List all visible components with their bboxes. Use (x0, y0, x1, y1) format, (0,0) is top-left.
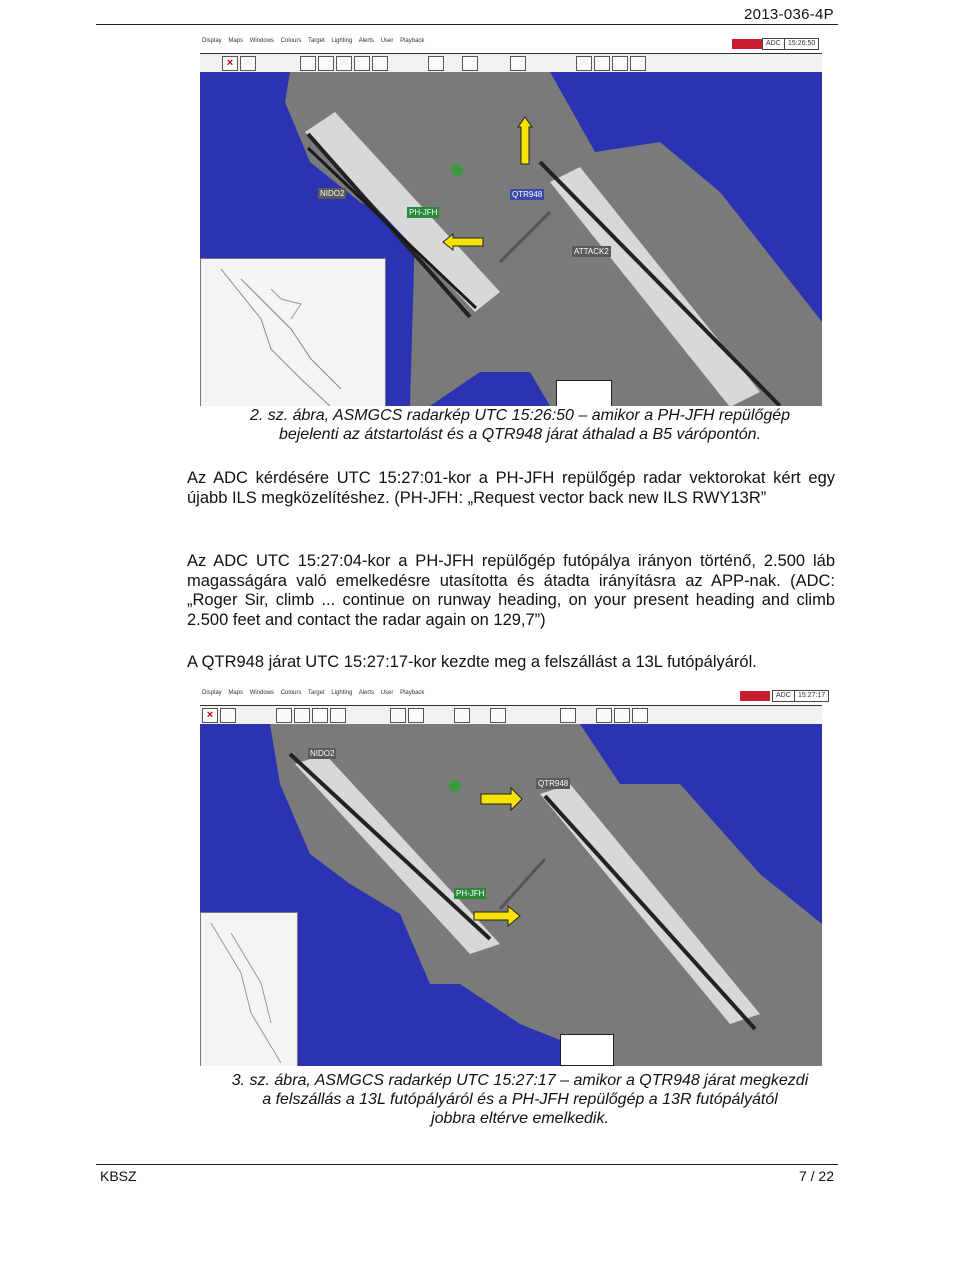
tool-icon[interactable] (408, 708, 424, 723)
footer-org: KBSZ (100, 1168, 137, 1184)
menu-colours[interactable]: Colours (280, 38, 302, 44)
caption-line: bejelenti az átstartolást és a QTR948 járat áthalad a B5 várópontón. (278, 426, 762, 443)
doc-id: 2013-036-4P (743, 6, 834, 23)
caption-line: 3. sz. ábra, ASMGCS radarkép UTC 15:27:17 – amikor a QTR948 járat megkezdi (231, 1072, 809, 1089)
menu-target[interactable]: Target (307, 38, 325, 44)
tool-icon[interactable] (354, 56, 370, 71)
tool-icon[interactable] (428, 56, 444, 71)
menu-target[interactable]: Target (307, 690, 325, 696)
tool-icon[interactable] (560, 708, 576, 723)
tool-icon[interactable] (372, 56, 388, 71)
close-tool-icon[interactable]: × (202, 708, 218, 723)
paragraph-1: Az ADC kérdésére UTC 15:27:01-kor a PH-JFH repülőgép radar vektorokat kért egy újabb ILS megközelítéshez. (PH-JFH: „Request vector back new ILS RWY13R” (187, 469, 835, 507)
label-attack2[interactable]: ATTACK2 (574, 247, 609, 256)
selection-info-box (556, 380, 612, 406)
tool-icon[interactable] (462, 56, 478, 71)
tool-icon[interactable] (490, 708, 506, 723)
menu-maps[interactable]: Maps (228, 690, 244, 696)
caption-line: 2. sz. ábra, ASMGCS radarkép UTC 15:26:50 – amikor a PH-JFH repülőgép (249, 407, 791, 424)
tool-icon[interactable] (390, 708, 406, 723)
figure-2-toolbar (200, 705, 822, 725)
tool-icon[interactable] (336, 56, 352, 71)
figure-1-menubar (200, 38, 822, 52)
figure-2-radar-view (200, 724, 822, 1066)
label-ph-jfh[interactable]: PH-JFH (456, 889, 485, 898)
label-qtr948[interactable]: QTR948 (538, 779, 569, 788)
alert-indicator (732, 39, 762, 49)
menu-windows[interactable]: Windows (249, 38, 275, 44)
tool-icon[interactable] (294, 708, 310, 723)
caption-line: jobbra eltérve emelkedik. (431, 1110, 609, 1127)
page-number: 7 / 22 (798, 1168, 834, 1184)
caption-figure-3 (180, 1071, 860, 1128)
caption-figure-2 (195, 406, 845, 444)
menu-lighting[interactable]: Lighting (331, 690, 353, 696)
menu-colours[interactable]: Colours (280, 690, 302, 696)
label-qtr948[interactable]: QTR948 (512, 190, 543, 199)
tool-icon[interactable] (318, 56, 334, 71)
tool-icon[interactable] (614, 708, 630, 723)
inset-map (200, 258, 386, 406)
tool-icon[interactable] (300, 56, 316, 71)
menu-user[interactable]: User (380, 690, 394, 696)
inset-map (200, 912, 298, 1066)
tool-icon[interactable] (632, 708, 648, 723)
label-nido2[interactable]: NIDO2 (310, 749, 335, 758)
paragraph-2: Az ADC UTC 15:27:04-kor a PH-JFH repülőgép futópálya irányon történő, 2.500 láb magasságára való emelkedésre utasította és átadta irányításra az APP-nak. (ADC: „Roger Sir, climb ... continue on runway heading, on your present heading and climb 2.500 feet and contact the radar again on 129,7”) (187, 552, 835, 629)
figure-1-screenshot (200, 38, 822, 406)
menu-alerts[interactable]: Alerts (358, 690, 375, 696)
paragraph-3: A QTR948 járat UTC 15:27:17-kor kezdte meg a felszállást a 13L futópályáról. (187, 653, 757, 671)
tool-icon[interactable] (596, 708, 612, 723)
tool-icon[interactable] (510, 56, 526, 71)
adc-field: ADC (772, 690, 795, 702)
label-nido2[interactable]: NIDO2 (320, 189, 345, 198)
time-field: 15:27:17 (794, 690, 829, 702)
caption-line: a felszállás a 13L futópályáról és a PH-JFH repülőgép a 13R futópályától (262, 1091, 778, 1108)
figure-1-toolbar (200, 53, 822, 73)
adc-field: ADC (762, 38, 785, 50)
tool-icon[interactable] (220, 708, 236, 723)
menu-alerts[interactable]: Alerts (358, 38, 375, 44)
menu-display[interactable]: Display (202, 38, 222, 44)
menu-playback[interactable]: Playback (400, 690, 425, 696)
figure-2-menubar (200, 690, 826, 704)
tool-icon[interactable] (276, 708, 292, 723)
tool-icon[interactable] (612, 56, 628, 71)
menu-playback[interactable]: Playback (400, 38, 425, 44)
menu-display[interactable]: Display (202, 690, 222, 696)
tool-icon[interactable] (454, 708, 470, 723)
selection-info-box (560, 1034, 614, 1066)
figure-1-radar-view (200, 72, 822, 406)
tool-icon[interactable] (576, 56, 592, 71)
footer-rule (96, 1164, 838, 1165)
figure-2-screenshot (200, 690, 826, 1066)
alert-indicator (740, 691, 770, 701)
menu-lighting[interactable]: Lighting (331, 38, 353, 44)
tool-icon[interactable] (594, 56, 610, 71)
tool-icon[interactable] (312, 708, 328, 723)
header-rule (96, 24, 838, 25)
tool-icon[interactable] (630, 56, 646, 71)
tool-icon[interactable] (330, 708, 346, 723)
time-field: 15:26:50 (784, 38, 819, 50)
menu-windows[interactable]: Windows (249, 690, 275, 696)
label-ph-jfh[interactable]: PH-JFH (409, 208, 438, 217)
close-tool-icon[interactable]: × (222, 56, 238, 71)
menu-user[interactable]: User (380, 38, 394, 44)
tool-icon[interactable] (240, 56, 256, 71)
menu-maps[interactable]: Maps (228, 38, 244, 44)
